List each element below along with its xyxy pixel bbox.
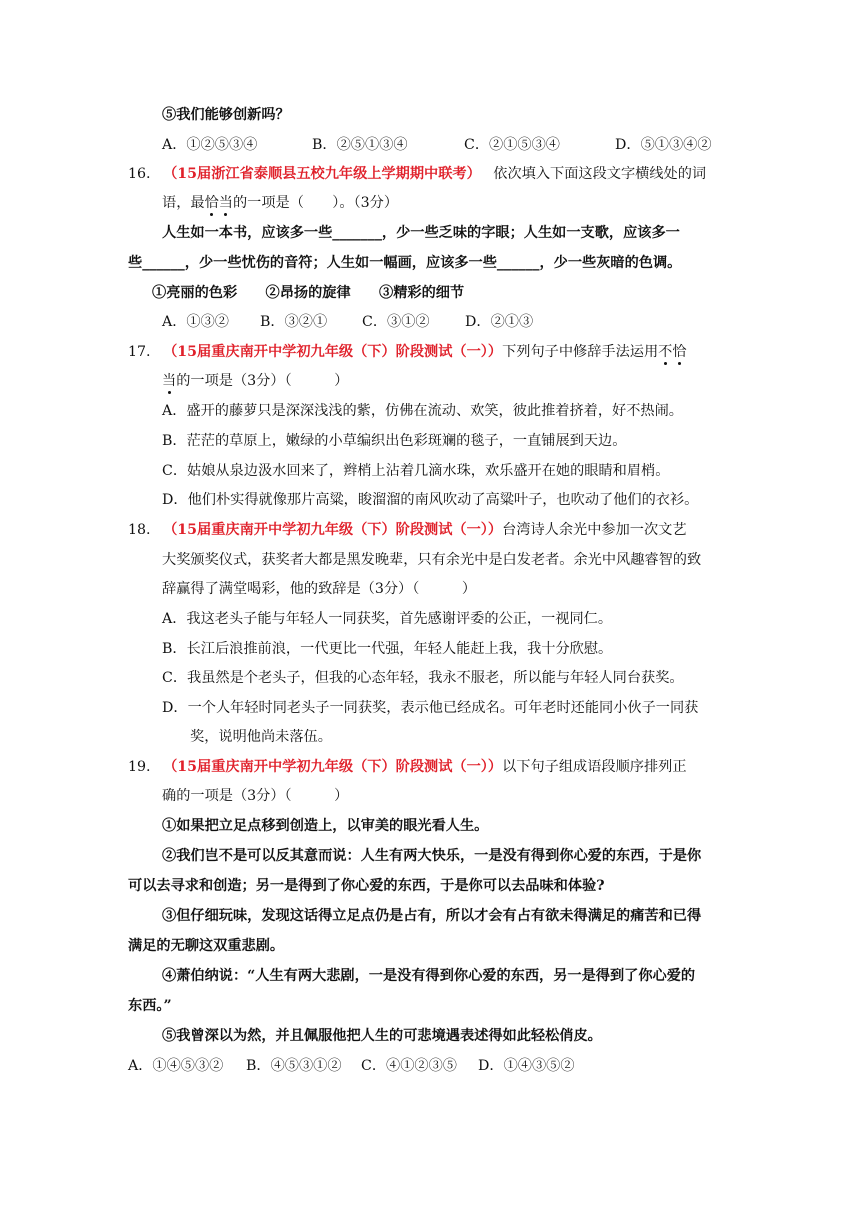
q19-item-4-cont: 东西。”	[128, 998, 172, 1014]
q17-source: （15届重庆南开中学初九年级（下）阶段测试（一））	[163, 344, 503, 360]
q19-item-4: ④萧伯纳说：“人生有两大悲剧，一是没有得到你心爱的东西，另一是得到了你心爱的	[162, 968, 696, 984]
q17-option-a: A．盛开的藤萝只是深深浅浅的紫，仿佛在流动、欢笑，彼此推着挤着，好不热闹。	[162, 403, 683, 419]
q18-number: 18.	[128, 522, 151, 538]
q15-option-a: A．①②⑤③④	[162, 137, 258, 153]
q17-number: 17.	[128, 344, 151, 360]
q19-item-2: ②我们岂不是可以反其意而说：人生有两大快乐，一是没有得到你心爱的东西，于是你	[162, 848, 702, 864]
q16-stem-text: 的一项是（ ）。（3分）	[232, 195, 399, 211]
q16-stem-cont	[162, 193, 398, 213]
q16-items: ①亮丽的色彩 ②昂扬的旋律 ③精彩的细节	[152, 285, 465, 301]
q19-source: （15届重庆南开中学初九年级（下）阶段测试（一））	[163, 759, 503, 775]
q19-stem: 以下句子组成语段顺序排列正	[502, 759, 687, 775]
q18-option-a: A．我这老头子能与年轻人一同获奖，首先感谢评委的公正，一视同仁。	[162, 611, 613, 627]
q19-number: 19.	[128, 759, 151, 775]
emphasis-dot-char: 恰	[204, 195, 219, 211]
q15-option-b: B．②⑤①③④	[312, 137, 408, 153]
q15-option-d: D．⑤①③④②	[615, 137, 712, 153]
emphasis-dot-char: 当	[162, 373, 177, 389]
q16-stem: 依次填入下面这段文字横线处的词	[493, 166, 707, 182]
q19-item-2-cont: 可以去寻求和创造；另一是得到了你心爱的东西，于是你可以去品味和体验?	[128, 878, 605, 894]
q18-source: （15届重庆南开中学初九年级（下）阶段测试（一））	[163, 522, 503, 538]
q18-stem: 台湾诗人余光中参加一次文艺	[502, 522, 687, 538]
q16-option-b: B．③②①	[260, 314, 328, 330]
q17-option-c: C．姑娘从泉边汲水回来了，辫梢上沾着几滴水珠，欢乐盛开在她的眼睛和眉梢。	[162, 463, 670, 479]
q19-stem-cont: 确的一项是（3分）（ ）	[162, 788, 349, 804]
q18-question	[128, 520, 687, 540]
q16-option-c: C．③①②	[362, 314, 430, 330]
emphasis-dot-char: 当	[218, 195, 233, 211]
q19-option-d: D．①④③⑤②	[478, 1058, 575, 1074]
q19-item-5: ⑤我曾深以为然，并且佩服他把人生的可悲境遇表述得如此轻松俏皮。	[162, 1028, 602, 1044]
q19-option-a: A．①④⑤③②	[128, 1058, 224, 1074]
q18-stem-line-2: 大奖颁奖仪式，获奖者大都是黑发晚辈，只有余光中是白发老者。余光中风趣睿智的致	[162, 552, 702, 568]
q17-option-d: D．他们朴实得就像那片高粱，睃溜溜的南风吹动了高粱叶子，也吹动了他们的衣衫。	[162, 492, 699, 508]
q15-option-c: C．②①⑤③④	[464, 137, 560, 153]
q17-stem-text: 的一项是（3分）（ ）	[176, 373, 349, 389]
q19-option-b: B．④⑤③①②	[246, 1058, 342, 1074]
q17-stem-cont	[162, 371, 348, 391]
q16-number: 16.	[128, 166, 151, 182]
q17-question	[128, 342, 687, 362]
q19-question	[128, 757, 687, 777]
q19-item-3: ③但仔细玩味，发现这话得立足点仍是占有，所以才会有占有欲未得满足的痛苦和已得	[162, 908, 702, 924]
q17-option-b: B．茫茫的草原上，嫩绿的小草编织出色彩斑斓的毯子，一直铺展到天边。	[162, 433, 627, 449]
q16-passage-line-1: 人生如一本书，应该多一些_______，少一些乏味的字眼；人生如一支歌，应该多一	[162, 225, 680, 241]
q16-passage-line-2: 些______，少一些忧伤的音符；人生如一幅画，应该多一些______，少一些灰暗的色调。	[128, 255, 682, 271]
q16-question	[128, 164, 706, 184]
q16-source: （15届浙江省泰顺县五校九年级上学期期中联考）	[163, 166, 481, 182]
q16-stem-text: 语，最	[162, 195, 205, 211]
q16-option-d: D．②①③	[465, 314, 534, 330]
q16-option-a: A．①③②	[162, 314, 229, 330]
q18-option-c: C．我虽然是个老头子，但我的心态年轻，我永不服老，所以能与年轻人同台获奖。	[162, 670, 684, 686]
emphasis-dot-char: 不	[658, 344, 673, 360]
q17-stem: 下列句子中修辞手法运用	[502, 344, 659, 360]
q18-option-b: B．长江后浪推前浪，一代更比一代强，年轻人能赶上我，我十分欣慰。	[162, 641, 613, 657]
q19-item-1: ①如果把立足点移到创造上，以审美的眼光看人生。	[162, 818, 489, 834]
q15-item-5: ⑤我们能够创新吗？	[162, 107, 290, 123]
q18-stem-line-3: 辞赢得了满堂喝彩，他的致辞是（3分）（ ）	[162, 581, 477, 597]
q18-option-d-cont: 奖，说明他尚未落伍。	[190, 729, 332, 745]
q19-item-3-cont: 满足的无聊这双重悲剧。	[128, 938, 285, 954]
q18-option-d: D．一个人年轻时同老头子一同获奖，表示他已经成名。可年老时还能同小伙子一同获	[162, 700, 699, 716]
emphasis-dot-char: 恰	[672, 344, 687, 360]
q19-option-c: C．④①②③⑤	[361, 1058, 457, 1074]
